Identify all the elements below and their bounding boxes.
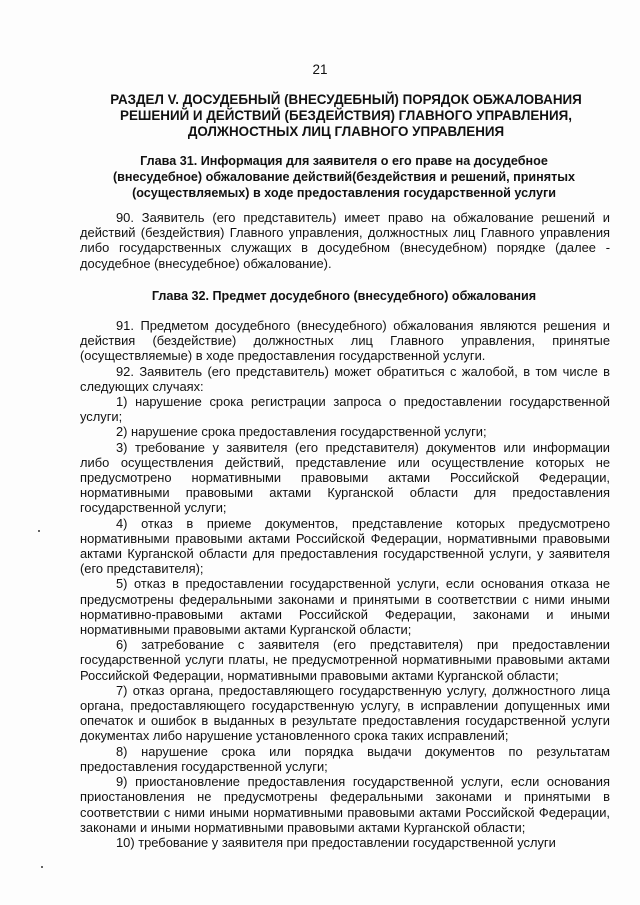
paragraph-91: 91. Предметом досудебного (внесудебного) обжалования являются решения и действия (бездействие) должностных лиц Главного управления, принятые (осуществляемые) в ходе предоставления государственной услуги. [80,318,610,364]
list-item-2: 2) нарушение срока предоставления государственной услуги; [116,424,487,440]
list-item-1: 1) нарушение срока регистрации запроса о предоставлении государственной услуги; [80,394,610,425]
chapter-31-title: Глава 31. Информация для заявителя о его праве на досудебное (внесудебное) обжалование действий(бездействия и решений, принятых (осуществляемых) в ходе предоставления государственной услуги [112,154,576,200]
list-item-10: 10) требование у заявителя при предоставлении государственной услуги [116,834,556,850]
chapter-32-title: Глава 32. Предмет досудебного (внесудебного) обжалования [151,289,537,303]
list-item-6: 6) затребование с заявителя (его представителя) при предоставлении государственной услуги платы, не предусмотренной нормативными правовыми актами Российской Федерации, нормативными правовыми актами Курганской области; [80,637,610,683]
scan-speck [41,866,43,868]
list-item-7: 7) отказ органа, предоставляющего государственную услугу, должностного лица органа, предоставляющего государственную услугу, в исправлении допущенных ими опечаток и ошибок в выданных в результате предоставления государственной услуги документах либо нарушение установленного срока таких исправлений; [80,682,610,744]
paragraph-90: 90. Заявитель (его представитель) имеет право на обжалование решений и действий (бездействия) Главного управления, должностных лиц Главного управления либо государственных служащих в досудебном (внесудебном) порядке (далее - досудебное (внесудебное) обжалование). [80,210,610,271]
list-item-9: 9) приостановление предоставления государственной услуги, если основания приостановления не предусмотрены федеральными законами и принятыми в соответствии с ними иными нормативными правовыми актами Российской Федерации, законами и иными нормативными правовыми актами Курганской области; [80,774,610,835]
list-item-4: 4) отказ в приеме документов, представление которых предусмотрено нормативными правовыми актами Российской Федерации, нормативными правовыми актами Курганской области для предоставления государственной услуги, у заявителя (его представителя); [80,515,610,577]
paragraph-92: 92. Заявитель (его представитель) может обратиться с жалобой, в том числе в следующих случаях: [80,363,610,394]
list-item-8: 8) нарушение срока или порядка выдачи документов по результатам предоставления государственной услуги; [80,743,610,774]
section-title: РАЗДЕЛ V. ДОСУДЕБНЫЙ (ВНЕСУДЕБНЫЙ) ПОРЯДОК ОБЖАЛОВАНИЯ РЕШЕНИЙ И ДЕЙСТВИЙ (БЕЗДЕЙСТВИЯ) ГЛАВНОГО УПРАВЛЕНИЯ, ДОЛЖНОСТНЫХ ЛИЦ ГЛАВНОГО УПРАВЛЕНИЯ [110,92,582,139]
scan-speck [38,530,40,532]
page-number: 21 [312,62,328,77]
chapter-32-body [80,318,610,850]
list-item-5: 5) отказ в предоставлении государственной услуги, если основания отказа не предусмотрены федеральными законами и принятыми в соответствии с ними иными нормативно-правовыми актами Российской Федерации, законами и иными нормативными правовыми актами Курганской области; [80,576,610,638]
list-item-3: 3) требование у заявителя (его представителя) документов или информации либо осуществления действий, представление или осуществление которых не предусмотрено нормативными правовыми актами Российской Федерации, нормативными правовыми актами Курганской области для предоставления государственной услуги; [80,439,610,516]
